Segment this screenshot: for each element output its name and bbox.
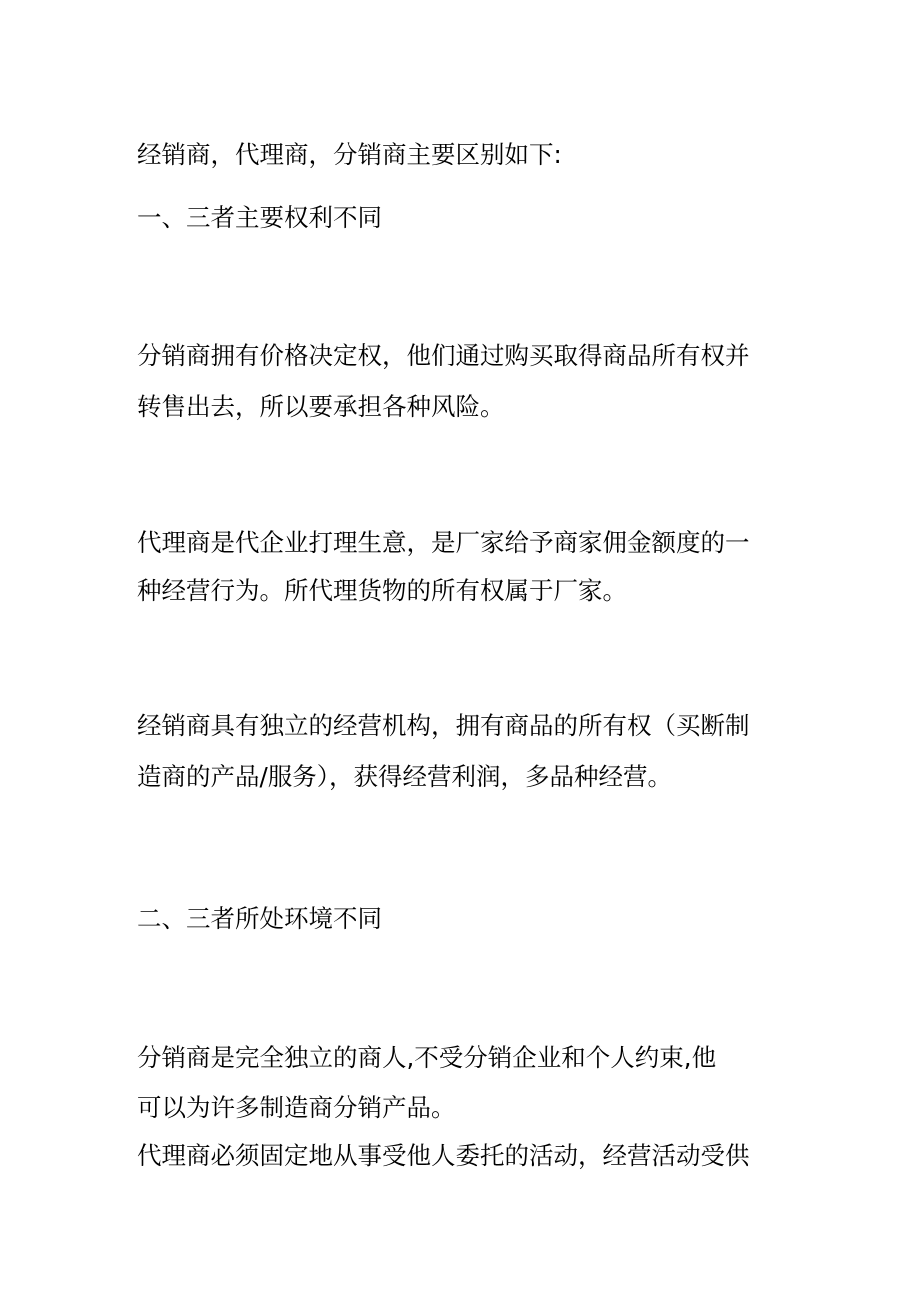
paragraph-line: 造商的产品/服务），获得经营利润，多品种经营。 — [137, 762, 673, 791]
section-heading-1: 一、三者主要权利不同 — [137, 203, 382, 232]
intro-text: 经销商，代理商，分销商主要区别如下: — [137, 140, 562, 169]
paragraph-line: 可以为许多制造商分销产品。 — [137, 1093, 456, 1122]
paragraph-line: 转售出去，所以要承担各种风险。 — [137, 392, 505, 421]
section-heading-2: 二、三者所处环境不同 — [137, 904, 382, 933]
paragraph-line: 代理商是代企业打理生意，是厂家给予商家佣金额度的一 — [137, 528, 750, 557]
paragraph-line: 种经营行为。所代理货物的所有权属于厂家。 — [137, 576, 627, 605]
paragraph-line: 代理商必须固定地从事受他人委托的活动，经营活动受供 — [137, 1141, 750, 1170]
paragraph-line: 分销商拥有价格决定权，他们通过购买取得商品所有权并 — [137, 341, 750, 370]
paragraph-line: 经销商具有独立的经营机构，拥有商品的所有权（买断制 — [137, 711, 750, 740]
paragraph-line: 分销商是完全独立的商人,不受分销企业和个人约束,他 — [137, 1043, 717, 1072]
